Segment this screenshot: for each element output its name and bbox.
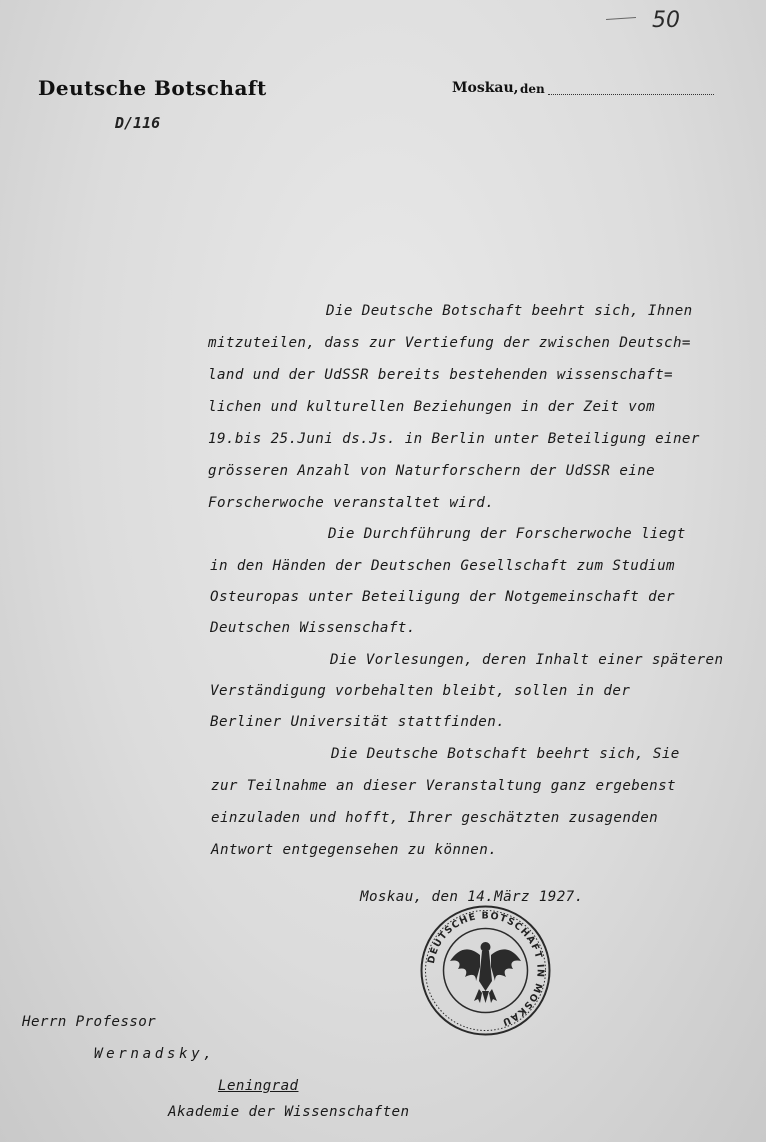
letter-line: Berliner Universität stattfinden. — [210, 714, 506, 730]
letter-line: Forscherwoche veranstaltet wird. — [208, 495, 495, 511]
letter-line: Die Durchführung der Forscherwoche liegt — [328, 526, 686, 542]
letter-line: land und der UdSSR bereits bestehenden wissenschaft= — [208, 367, 673, 383]
page-number-mark: 50 — [652, 8, 680, 33]
letter-line: in den Händen der Deutschen Gesellschaft zum Studium — [210, 558, 675, 574]
letter-line: zur Teilnahme an dieser Veranstaltung ganz ergebenst — [211, 778, 676, 794]
letter-line: lichen und kulturellen Beziehungen in der Zeit vom — [208, 399, 656, 415]
letterhead-title: Deutsche Botschaft — [38, 76, 267, 100]
recipient-city: Leningrad — [218, 1078, 299, 1094]
svg-text:DEUTSCHE BOTSCHAFT IN MOSKAU: DEUTSCHE BOTSCHAFT IN MOSKAU — [425, 910, 546, 1028]
recipient-name: Wernadsky, — [94, 1046, 216, 1062]
letter-line: einzuladen und hofft, Ihrer geschätzten zusagenden — [211, 810, 659, 826]
letter-line: Die Deutsche Botschaft beehrt sich, Sie — [331, 746, 680, 762]
letter-line: Antwort entgegensehen zu können. — [211, 842, 498, 858]
letter-line: Deutschen Wissenschaft. — [210, 620, 416, 636]
date-blank-line — [548, 94, 714, 95]
letter-line: Verständigung vorbehalten bleibt, sollen in der — [210, 683, 631, 699]
letter-line: 19.bis 25.Juni ds.Js. in Berlin unter Beteiligung einer — [208, 431, 700, 447]
reference-number: D/116 — [115, 114, 161, 132]
dateline: Moskau, den 14.März 1927. — [360, 889, 584, 905]
recipient-institution: Akademie der Wissenschaften — [168, 1104, 410, 1120]
letter-line: Die Vorlesungen, deren Inhalt einer späteren — [330, 652, 724, 668]
place-den-label: den — [520, 82, 545, 96]
letter-line: grösseren Anzahl von Naturforschern der UdSSR eine — [208, 463, 656, 479]
recipient-salutation: Herrn Professor — [22, 1014, 157, 1030]
letter-line: Osteuropas unter Beteiligung der Notgemeinschaft der — [210, 589, 675, 605]
pencil-dash — [606, 17, 636, 20]
place-label: Moskau, — [452, 80, 519, 96]
letter-line: mitzuteilen, dass zur Vertiefung der zwischen Deutsch= — [208, 335, 691, 351]
letter-line: Die Deutsche Botschaft beehrt sich, Ihnen — [326, 303, 693, 319]
